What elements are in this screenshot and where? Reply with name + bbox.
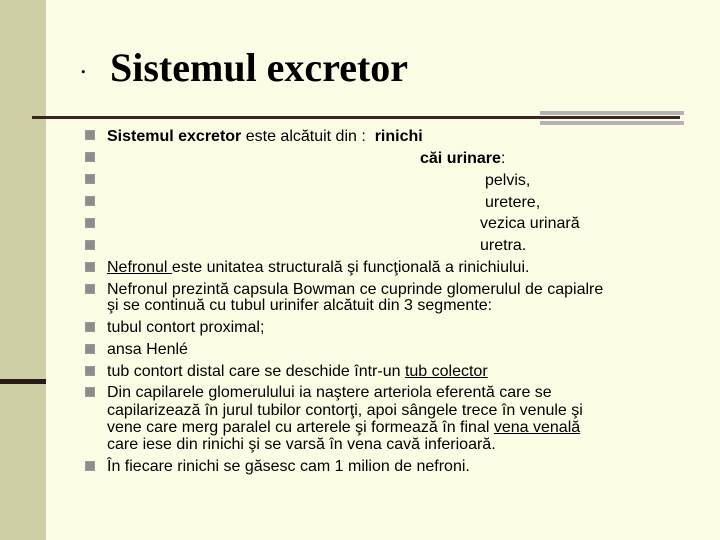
list-item	[420, 149, 505, 168]
bullet-marker	[85, 174, 95, 184]
list-item-line: care iese din rinichi şi se varsă în vena cavă inferioară.	[107, 436, 496, 453]
title-rule-accent-top	[540, 111, 684, 115]
underlined-term: Nefronul	[107, 259, 172, 276]
left-bar-accent	[0, 379, 46, 384]
left-decorative-bar	[0, 0, 46, 540]
title-underline	[32, 116, 680, 119]
bullet-marker	[85, 461, 95, 471]
list-item-line: Din capilarele glomerulului ia naştere arteriola eferentă care se	[107, 384, 552, 401]
underlined-term: tub colector	[404, 363, 488, 380]
list-item-line: Nefronul prezintă capsula Bowman ce cuprinde glomerulul de capialre	[107, 281, 604, 298]
term: rinichi	[374, 128, 423, 145]
bullet-marker	[85, 344, 95, 354]
bullet-marker	[85, 130, 95, 140]
list-item	[107, 258, 529, 277]
list-item-line: şi se continuă cu tubul urinifer alcătuit din 3 segmente:	[107, 297, 493, 314]
list-item: tubul contort proximal;	[107, 319, 265, 336]
list-item: vezica urinară	[480, 215, 580, 232]
item-text: este unitatea structurală şi funcţională a rinichiului.	[171, 259, 530, 276]
bullet-marker	[85, 366, 95, 376]
term: căi urinare	[420, 150, 501, 167]
item-text: :	[500, 150, 506, 167]
underlined-term: vena venală	[493, 419, 581, 436]
bullet-marker	[85, 240, 95, 250]
item-text: tub contort distal care se deschide într-un	[107, 363, 405, 380]
title-rule-accent-bottom	[540, 121, 684, 125]
title-marker: .	[80, 50, 87, 79]
bullet-marker	[85, 196, 95, 206]
bullet-marker	[85, 152, 95, 162]
list-item: În fiecare rinichi se găsesc cam 1 milion de nefroni.	[107, 458, 470, 475]
bullet-marker	[85, 218, 95, 228]
list-item: ansa Henlé	[107, 341, 188, 358]
bullet-marker	[85, 284, 95, 294]
bullet-marker	[85, 387, 95, 397]
item-text: vene care merg paralel cu arterele şi formează în final	[107, 419, 494, 436]
term: Sistemul excretor	[107, 128, 242, 145]
list-item: pelvis,	[485, 172, 531, 189]
bullet-marker	[85, 322, 95, 332]
list-item-line: capilarizează în jurul tubilor contorţi, apoi sângele trece în venule şi	[107, 402, 583, 419]
bullet-marker	[85, 262, 95, 272]
list-item	[107, 362, 488, 381]
slide-title: Sistemul excretor	[110, 45, 409, 90]
list-item	[107, 127, 423, 146]
item-text: este alcătuit din :	[241, 128, 375, 145]
list-item: uretra.	[480, 237, 527, 254]
list-item: uretere,	[485, 194, 541, 211]
